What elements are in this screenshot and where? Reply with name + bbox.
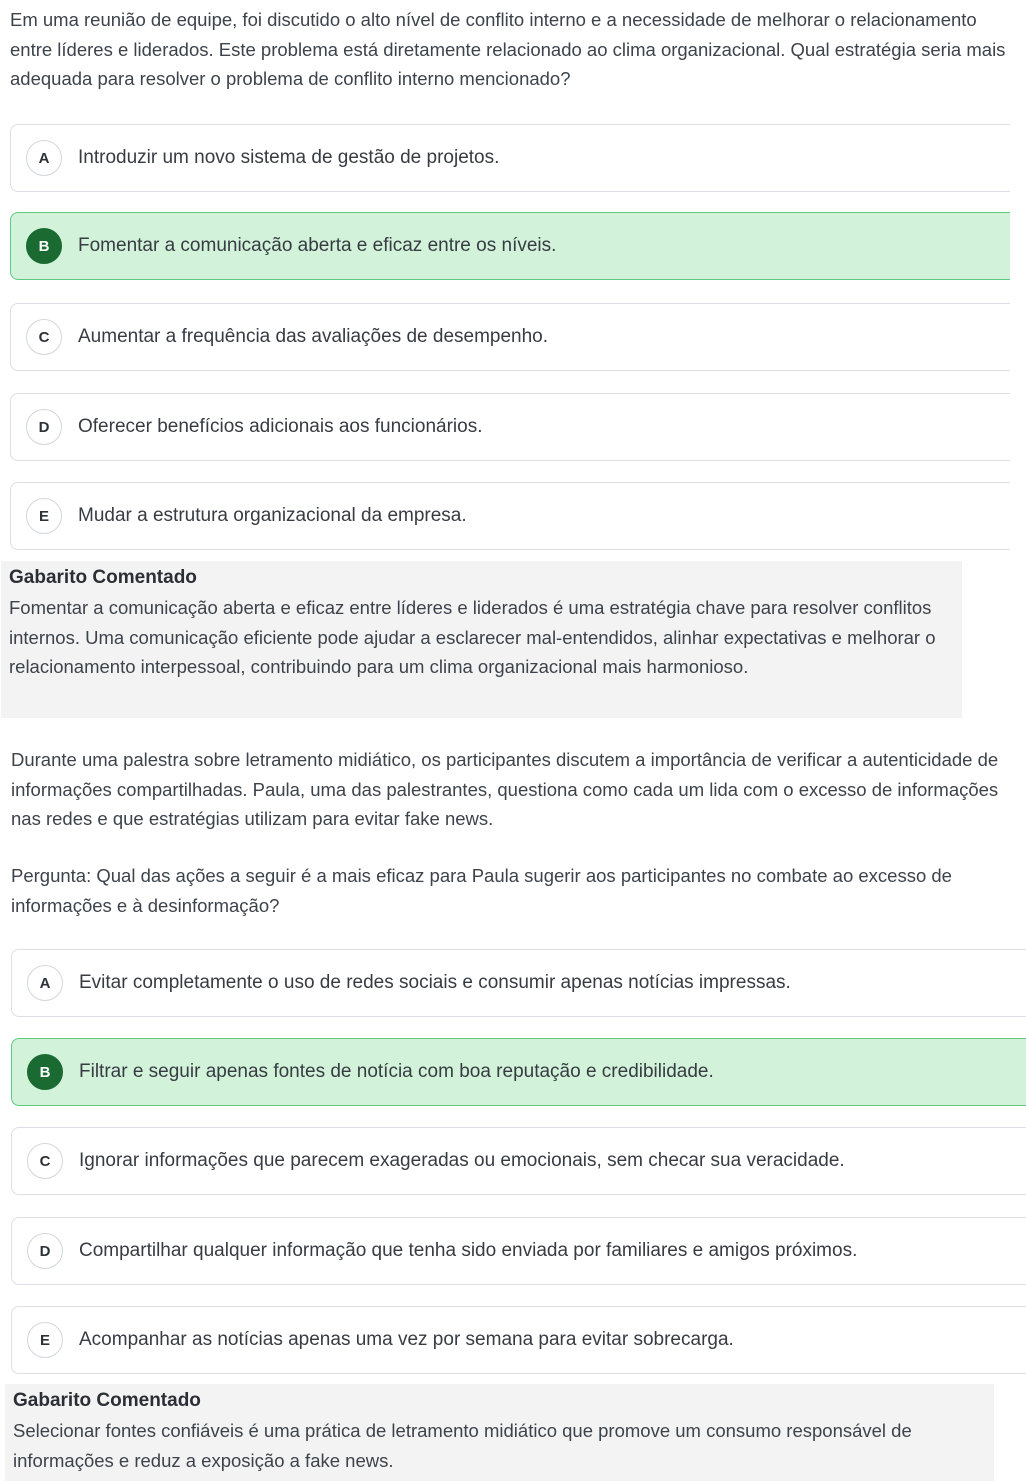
- option-letter-badge: C: [27, 1143, 63, 1179]
- q2-option-d[interactable]: [11, 1217, 1026, 1285]
- gabarito-text: Fomentar a comunicação aberta e eficaz entre líderes e liderados é uma estratégia chave para resolver conflitos internos. Uma comunicação eficiente pode ajudar a esclarecer mal-entendidos, alinhar expectativas e melhorar o relacionamento interpessoal, contribuindo para um clima organizacional mais harmonioso.: [9, 597, 936, 677]
- q2-option-e[interactable]: [11, 1306, 1026, 1374]
- q2-option-a[interactable]: [11, 949, 1026, 1017]
- option-text: Aumentar a frequência das avaliações de desempenho.: [78, 326, 549, 347]
- option-text: Evitar completamente o uso de redes sociais e consumir apenas notícias impressas.: [79, 972, 791, 993]
- option-letter-badge: E: [26, 498, 62, 534]
- q1-option-c[interactable]: [10, 303, 1010, 371]
- gabarito-title: Gabarito Comentado: [13, 1390, 201, 1411]
- option-letter-badge: A: [27, 965, 63, 1001]
- gabarito-text: Selecionar fontes confiáveis é uma prática de letramento midiático que promove um consumo responsável de informações e reduz a exposição a fake news.: [13, 1420, 912, 1471]
- q2-option-b-correct[interactable]: [11, 1038, 1026, 1106]
- q1-option-a[interactable]: [10, 124, 1010, 192]
- option-text: Ignorar informações que parecem exageradas ou emocionais, sem checar sua veracidade.: [79, 1150, 845, 1171]
- option-text: Compartilhar qualquer informação que tenha sido enviada por familiares e amigos próximos.: [79, 1240, 858, 1261]
- option-text: Fomentar a comunicação aberta e eficaz entre os níveis.: [78, 235, 557, 256]
- question-1-text: Em uma reunião de equipe, foi discutido o alto nível de conflito interno e a necessidade de melhorar o relacionamento entre líderes e liderados. Este problema está diretamente relacionado ao clima organizacional. Qual estratégia seria mais adequada para resolver o problema de conflito interno mencionado?: [10, 9, 1006, 89]
- option-letter-badge: D: [26, 409, 62, 445]
- q2-option-c[interactable]: [11, 1127, 1026, 1195]
- option-letter-badge: E: [27, 1322, 63, 1358]
- option-letter-badge: B: [26, 228, 62, 264]
- option-letter-badge: C: [26, 319, 62, 355]
- q2-gabarito-panel: [5, 1384, 994, 1481]
- option-text: Mudar a estrutura organizacional da empresa.: [78, 505, 467, 526]
- option-text: Acompanhar as notícias apenas uma vez por semana para evitar sobrecarga.: [79, 1329, 734, 1350]
- option-text: Introduzir um novo sistema de gestão de projetos.: [78, 147, 500, 168]
- option-letter-badge: D: [27, 1233, 63, 1269]
- q1-option-b-correct[interactable]: [10, 212, 1010, 280]
- q1-option-d[interactable]: [10, 393, 1010, 461]
- question-2-text: Durante uma palestra sobre letramento midiático, os participantes discutem a importância de verificar a autenticidade de informações compartilhadas. Paula, uma das palestrantes, questiona como cada um lida com o excesso de informações nas redes e que estratégias utilizam para evitar fake news.: [11, 749, 999, 829]
- gabarito-title: Gabarito Comentado: [9, 567, 197, 588]
- option-letter-badge: B: [27, 1054, 63, 1090]
- option-text: Filtrar e seguir apenas fontes de notícia com boa reputação e credibilidade.: [79, 1061, 714, 1082]
- option-text: Oferecer benefícios adicionais aos funcionários.: [78, 416, 483, 437]
- option-letter-badge: A: [26, 140, 62, 176]
- q1-option-e[interactable]: [10, 482, 1010, 550]
- question-2-prompt: Pergunta: Qual das ações a seguir é a mais eficaz para Paula sugerir aos participantes no combate ao excesso de informações e à desinformação?: [11, 865, 952, 916]
- q1-gabarito-panel: [1, 561, 962, 718]
